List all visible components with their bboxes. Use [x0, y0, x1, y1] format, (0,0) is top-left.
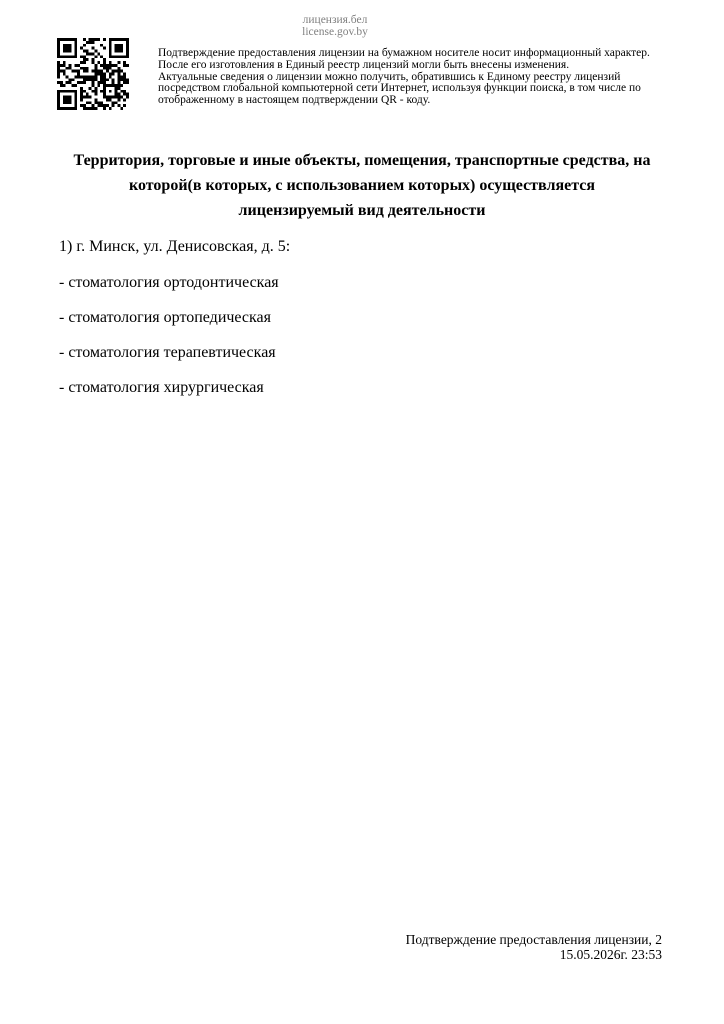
page-footer [406, 932, 662, 962]
qr-code-icon [57, 38, 129, 110]
notice-line: После его изготовления в Единый реестр лицензий могли быть внесены изменения. [158, 58, 570, 71]
notice-line: отображенному в настоящем подтверждении QR - коду. [158, 94, 431, 107]
title-line: Территория, торговые и иные объекты, помещения, транспортные средства, на [73, 152, 651, 169]
notice-line: Актуальные сведения о лицензии можно получить, обратившись к Единому реестру лицензий [158, 70, 621, 83]
section-title [40, 148, 684, 223]
info-notice [158, 48, 688, 107]
footer-timestamp: 15.05.2026г. 23:53 [559, 947, 662, 962]
service-item: - стоматология ортопедическая [59, 309, 272, 326]
footer-confirmation: Подтверждение предоставления лицензии, 2 [405, 932, 662, 947]
service-item: - стоматология терапевтическая [59, 344, 276, 361]
notice-line: посредством глобальной компьютерной сети Интернет, используя функции поиска, в том числе по [158, 82, 641, 95]
site-domain-cyrillic: лицензия.бел [302, 14, 368, 26]
service-item: - стоматология ортодонтическая [59, 274, 279, 291]
address-line: 1) г. Минск, ул. Денисовская, д. 5: [59, 238, 291, 255]
service-item: - стоматология хирургическая [59, 379, 264, 396]
title-line: которой(в которых, с использованием которых) осуществляется [128, 177, 596, 194]
title-line: лицензируемый вид деятельности [238, 202, 486, 219]
notice-line: Подтверждение предоставления лицензии на бумажном носителе носит информационный характер. [158, 47, 650, 59]
site-domain-latin: license.gov.by [302, 26, 368, 38]
site-address [290, 14, 380, 38]
